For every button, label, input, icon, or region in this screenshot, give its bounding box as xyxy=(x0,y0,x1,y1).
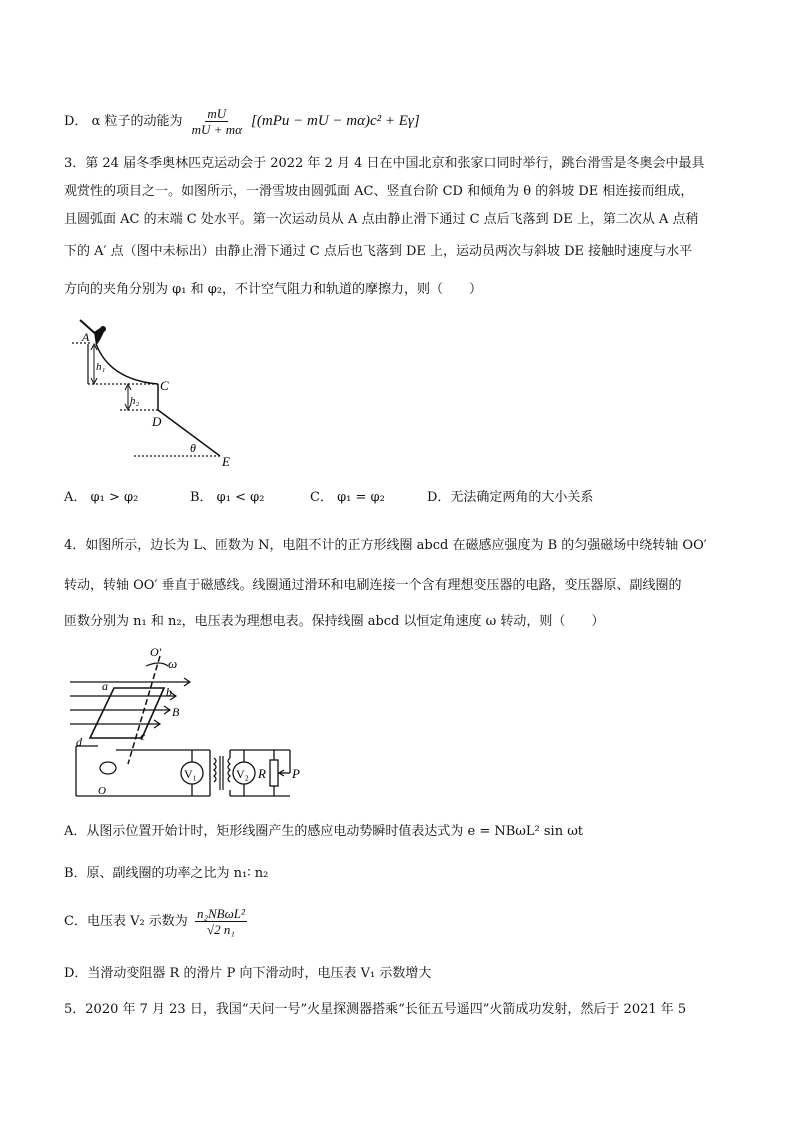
label-B: B xyxy=(172,705,180,719)
q2-option-d xyxy=(64,106,420,137)
q5-stem-line1: 5．2020 年 7 月 23 日，我国“天问一号”火星探测器搭乘“长征五号遥四”火箭成功发射，然后于 2021 年 5 xyxy=(64,1002,687,1017)
label-b: b xyxy=(166,685,172,699)
q3-stem-line2: 观赏性的项目之一。如图所示，一滑雪坡由圆弧面 AC、竖直台阶 CD 和倾角为 θ 的斜坡 DE 相连接而组成， xyxy=(64,184,694,199)
q3-option-d: D．无法确定两角的大小关系 xyxy=(427,490,594,505)
q3-stem-line3: 且圆弧面 AC 的末端 C 处水平。第一次运动员从 A 点由静止滑下通过 C 点后飞落到 DE 上，第二次从 A 点稍 xyxy=(64,212,699,227)
q3-option-a: A． φ₁ > φ₂ xyxy=(64,490,139,505)
q3-option-b: B． φ₁ < φ₂ xyxy=(190,490,265,505)
label-h1: h₁ xyxy=(96,361,106,373)
q3-stem-line1: 3．第 24 届冬季奥林匹克运动会于 2022 年 2 月 4 日在中国北京和张家口同时举行，跳台滑雪是冬奥会中最具 xyxy=(64,156,705,171)
label-R: R xyxy=(258,766,266,781)
label-c: c xyxy=(140,729,146,743)
label-h2: h₂ xyxy=(130,395,140,407)
label-P: P xyxy=(292,766,300,781)
slip-ring xyxy=(100,762,116,774)
label-O: O xyxy=(98,785,106,797)
q4-generator-circuit-figure xyxy=(68,646,308,802)
q4-stem-line1: 4．如图所示，边长为 L、匝数为 N，电阻不计的正方形线圈 abcd 在磁感应强度为 B 的匀强磁场中绕转轴 OO′ xyxy=(64,538,707,553)
q3-stem-line5: 方向的夹角分别为 φ₁ 和 φ₂，不计空气阻力和轨道的摩擦力，则（ ） xyxy=(64,282,483,297)
label-E: E xyxy=(222,454,230,469)
label-V2: V₂ xyxy=(236,767,249,781)
resistor-icon xyxy=(270,760,278,786)
q2-fraction-denominator: mU + mα xyxy=(191,122,242,137)
label-V1: V₁ xyxy=(184,767,197,781)
q4-fraction-numerator: n₂NBωL² xyxy=(196,906,245,921)
label-a: a xyxy=(102,679,108,693)
label-omega: ω xyxy=(168,656,178,671)
q4-option-b: B．原、副线圈的功率之比为 n₁∶ n₂ xyxy=(64,866,269,881)
transformer-icon xyxy=(214,756,230,790)
q4-option-c xyxy=(64,906,250,937)
q2-option-d-bracket: [(mPu − mU − mα)c² + Eγ] xyxy=(251,113,420,129)
label-theta: θ xyxy=(190,441,196,455)
q3-stem-line4: 下的 A′ 点（图中未标出）由静止滑下通过 C 点后也飞落到 DE 上，运动员两次与斜坡 DE 接触时速度与水平 xyxy=(64,244,693,259)
magnetic-field-lines xyxy=(70,678,190,728)
q2-option-d-fraction xyxy=(190,106,244,137)
q2-fraction-numerator: mU xyxy=(207,106,227,121)
label-O-prime: O′ xyxy=(150,646,162,659)
q4-fraction-denominator: √2 n₁ xyxy=(206,922,235,937)
q3-option-c: C． φ₁ = φ₂ xyxy=(310,490,385,505)
label-d: d xyxy=(76,735,82,749)
q4-option-d: D．当滑动变阻器 R 的滑片 P 向下滑动时，电压表 V₁ 示数增大 xyxy=(64,966,432,981)
label-C: C xyxy=(160,378,169,393)
q4-option-c-fraction xyxy=(195,906,247,937)
label-D: D xyxy=(152,414,162,429)
label-A: A xyxy=(82,330,90,344)
q2-option-d-text: α 粒子的动能为 xyxy=(91,114,183,129)
q4-stem-line3: 匝数分别为 n₁ 和 n₂，电压表为理想电表。保持线圈 abcd 以恒定角速度 ω 转动，则（ ） xyxy=(64,614,605,629)
q2-option-d-label: D． xyxy=(64,114,88,129)
q3-ski-slope-figure xyxy=(70,318,245,470)
q4-option-c-text: C．电压表 V₂ 示数为 xyxy=(64,914,188,929)
q4-stem-line2: 转动，转轴 OO′ 垂直于磁感线。线圈通过滑环和电刷连接一个含有理想变压器的电路，变压器原、副线圈的 xyxy=(64,578,682,593)
q4-option-a: A．从图示位置开始计时，矩形线圈产生的感应电动势瞬时值表达式为 e = NBωL² sin ωt xyxy=(64,824,584,839)
